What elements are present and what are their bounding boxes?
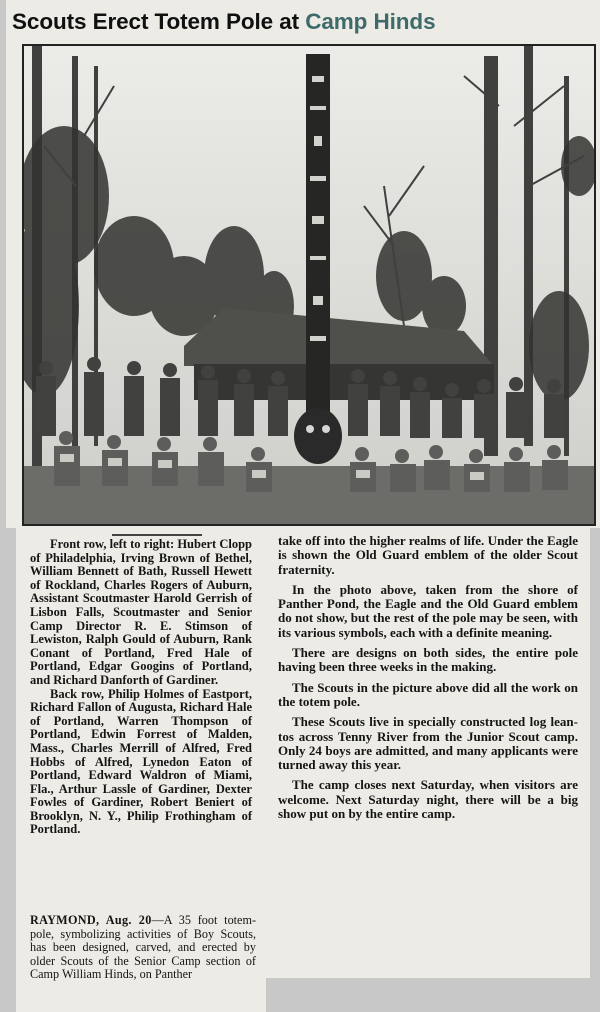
caption-back-row: Back row, Philip Holmes of Eastport, Richard Fallon of Augusta, Richard Hale of Portland, Warren Thompson of Portland, Edwin Forrest of Malden, Mass., Charles Merrill of Alfred, Fred Hobbs of Alfred, Lynedon Eaton of Portland, Edward Waldron of Miami, Fla., Arthur Lassle of Gardiner, Dexter Fowles of Gardiner, Robert Beniert of Brooklyn, N. Y., Philip Frothingham of Portland. [30,686,252,837]
story-paragraph: take off into the higher realms of life. Under the Eagle is shown the Old Guard emblem of the older Scout fraternity. [278,533,578,577]
story-paragraph: The camp closes next Saturday, when visitors are welcome. Next Saturday night, there will be a big show put on by the entire camp. [278,777,578,822]
story-column [266,528,590,978]
story-continued [278,534,578,827]
story-dateline: RAYMOND, Aug. 20 [30,913,152,927]
photo-caption [30,538,252,837]
totem-pole-group-photo-icon [24,46,594,524]
story-lead [30,914,256,982]
story-paragraph: There are designs on both sides, the entire pole having been three weeks in the making. [278,645,578,675]
story-paragraph: In the photo above, taken from the shore of Panther Pond, the Eagle and the Old Guard emblem do not show, but the rest of the pole may be seen, with its various symbols, each with a definite meaning. [278,581,578,640]
caption-column [16,528,266,1012]
caption-front-row: Front row, left to right: Hubert Clopp of Philadelphia, Irving Brown of Bethel, William Bennett of Bath, Russell Hewett of Rockland, Charles Rogers of Auburn, Assistant Scoutmaster Harold Gerrish of Lisbon Falls, Scoutmaster and Senior Camp Director R. E. Stimson of Lewiston, Ralph Gould of Auburn, Rank Conant of Portland, Fred Hale of Portland, Edgar Googins of Portland, and Richard Danforth of Gardiner. [30,537,252,687]
caption-rule [112,534,202,536]
headline [12,2,600,42]
story-paragraph: The Scouts in the picture above did all the work on the totem pole. [278,679,578,709]
headline-clipping [6,0,600,528]
story-lead-text: —A 35 foot totem-pole, symbolizing activities of Boy Scouts, has been designed, carved, and erected by older Scouts of the Senior Camp section of Camp William Hinds, on Panther [30,913,256,982]
headline-main: Scouts Erect Totem Pole at [12,9,306,34]
headline-highlight: Camp Hinds [305,9,436,34]
totem-pole-photo [22,44,596,526]
story-paragraph: These Scouts live in specially constructed log lean-tos across Tenny River from the Junior Scout camp. Only 24 boys are admitted, and many applicants were turned away this year. [278,714,578,773]
